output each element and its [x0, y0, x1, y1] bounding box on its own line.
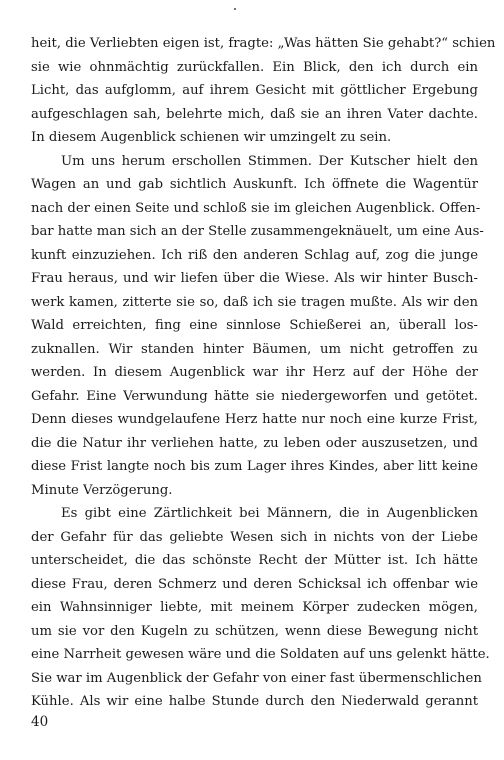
text-line: eine Narrheit gewesen wäre und die Soldaten auf uns gelenkt hätte.: [31, 647, 490, 662]
text-line: Denn dieses wundgelaufene Herz hatte nur noch eine kurze Frist,: [31, 412, 478, 427]
text-line: Minute Verzögerung.: [31, 482, 173, 498]
text-line: Kühle. Als wir eine halbe Stunde durch den Niederwald gerannt: [31, 694, 478, 709]
text-line: kunft einzuziehen. Ich riß den anderen Schlag auf, zog die junge: [31, 247, 478, 263]
text-line: Sie war im Augenblick der Gefahr von einer fast übermenschlichen: [31, 670, 482, 686]
text-line: Es gibt eine Zärtlichkeit bei Männern, die in Augenblicken: [61, 506, 478, 521]
text-line: Um uns herum erschollen Stimmen. Der Kutscher hielt den: [61, 153, 478, 169]
print-mark: [234, 8, 236, 10]
text-line: heit, die Verliebten eigen ist, fragte: „Was hätten Sie gehabt?“ schien: [31, 36, 496, 51]
text-line: die die Natur ihr verliehen hatte, zu leben oder auszusetzen, und: [31, 435, 478, 451]
text-line: werk kamen, zitterte sie so, daß ich sie tragen mußte. Als wir den: [31, 294, 478, 310]
text-line: werden. In diesem Augenblick war ihr Herz auf der Höhe der: [31, 365, 478, 380]
text-line: Wald erreichten, fing eine sinnlose Schießerei an, überall los-: [31, 318, 478, 333]
text-line: Frau heraus, und wir liefen über die Wiese. Als wir hinter Busch-: [31, 271, 478, 286]
text-line: sie wie ohnmächtig zurückfallen. Ein Blick, den ich durch ein: [31, 59, 478, 75]
body-text: [31, 32, 496, 714]
text-line: In diesem Augenblick schienen wir umzingelt zu sein.: [31, 130, 392, 145]
text-line: Licht, das aufglomm, auf ihrem Gesicht mit göttlicher Ergebung: [31, 83, 478, 98]
text-line: diese Frist langte noch bis zum Lager ihres Kindes, aber litt keine: [31, 459, 478, 474]
text-line: bar hatte man sich an der Stelle zusammengeknäuelt, um eine Aus-: [31, 224, 484, 239]
text-line: zuknallen. Wir standen hinter Bäumen, um nicht getroffen zu: [31, 341, 478, 357]
page-number: 40: [31, 714, 49, 730]
text-line: um sie vor den Kugeln zu schützen, wenn diese Bewegung nicht: [31, 623, 478, 639]
text-line: diese Frau, deren Schmerz und deren Schicksal ich offenbar wie: [31, 576, 478, 592]
text-line: Gefahr. Eine Verwundung hätte sie niedergeworfen und getötet.: [31, 388, 478, 404]
text-line: der Gefahr für das geliebte Wesen sich in nichts von der Liebe: [31, 529, 478, 545]
text-line: ein Wahnsinniger liebte, mit meinem Körper zudecken mögen,: [31, 600, 478, 615]
text-line: unterscheidet, die das schönste Recht der Mütter ist. Ich hätte: [31, 553, 478, 568]
text-line: Wagen an und gab sichtlich Auskunft. Ich öffnete die Wagentür: [31, 177, 478, 192]
text-line: aufgeschlagen sah, belehrte mich, daß sie an ihren Vater dachte.: [31, 106, 478, 122]
text-line: nach der einen Seite und schloß sie im gleichen Augenblick. Offen-: [31, 200, 481, 216]
